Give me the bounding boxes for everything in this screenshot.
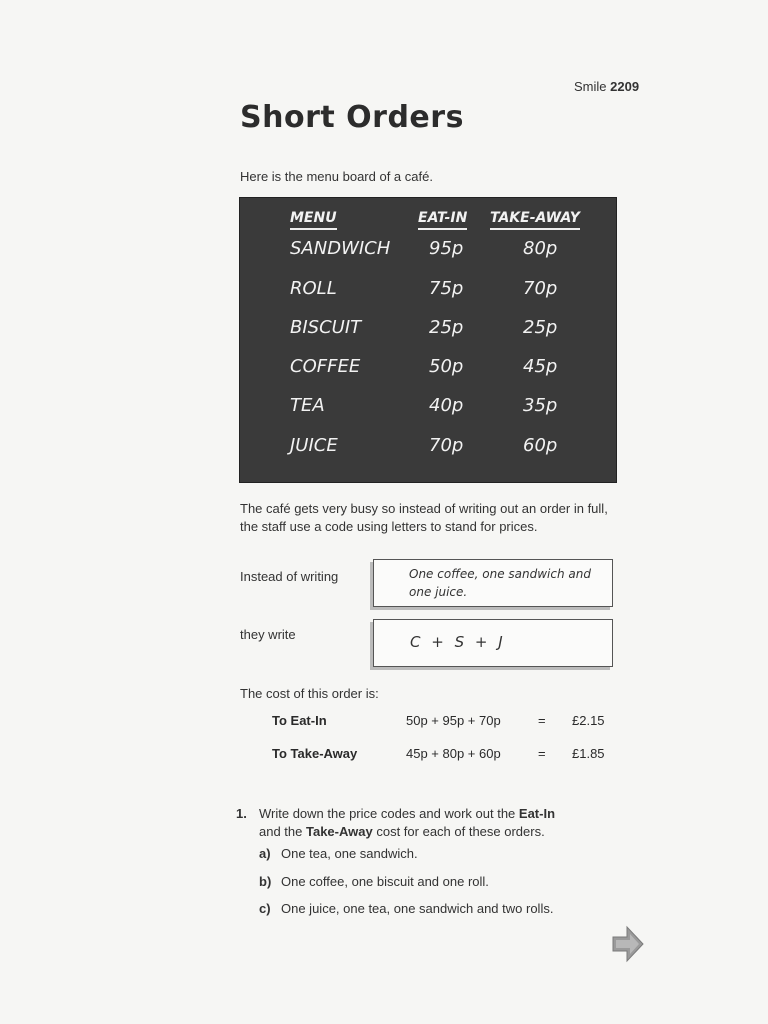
cost-row-equals: = bbox=[538, 746, 546, 761]
menu-row bbox=[240, 435, 616, 465]
question-text: Write down the price codes and work out the Eat-In and the Take-Away cost for each of these orders. bbox=[259, 806, 556, 839]
cost-row bbox=[272, 713, 632, 733]
menu-take-away-price: 70p bbox=[523, 278, 558, 299]
menu-row bbox=[240, 395, 616, 425]
page-title: Short Orders bbox=[240, 100, 464, 135]
menu-item-name: SANDWICH bbox=[290, 238, 391, 259]
intro-text: Here is the menu board of a café. bbox=[240, 169, 433, 184]
menu-take-away-price: 35p bbox=[523, 395, 558, 416]
question-part-text: One juice, one tea, one sandwich and two rolls. bbox=[281, 901, 554, 916]
menu-take-away-price: 60p bbox=[523, 435, 558, 456]
menu-eat-in-price: 25p bbox=[429, 317, 464, 338]
menu-eat-in-price: 40p bbox=[429, 395, 464, 416]
menu-item-name: COFFEE bbox=[290, 356, 361, 377]
menu-take-away-price: 45p bbox=[523, 356, 558, 377]
menu-row bbox=[240, 238, 616, 268]
menu-header-item: MENU bbox=[290, 210, 337, 226]
menu-row bbox=[240, 317, 616, 347]
question-part-text: One coffee, one biscuit and one roll. bbox=[281, 874, 489, 889]
menu-take-away-price: 25p bbox=[523, 317, 558, 338]
menu-header-eat-in: EAT-IN bbox=[418, 210, 467, 226]
menu-take-away-price: 80p bbox=[523, 238, 558, 259]
menu-item-name: JUICE bbox=[290, 435, 338, 456]
question-part-text: One tea, one sandwich. bbox=[281, 846, 418, 861]
menu-item-name: TEA bbox=[290, 395, 325, 416]
menu-item-name: BISCUIT bbox=[290, 317, 362, 338]
menu-header-take-away: TAKE-AWAY bbox=[490, 210, 580, 226]
instead-text: One coffee, one sandwich and one juice. bbox=[409, 567, 591, 599]
menu-eat-in-price: 70p bbox=[429, 435, 464, 456]
cost-row bbox=[272, 746, 632, 766]
question-part-key: c) bbox=[259, 901, 271, 916]
cost-row-total: £1.85 bbox=[572, 746, 605, 761]
question-part-key: b) bbox=[259, 874, 272, 889]
menu-row bbox=[240, 278, 616, 308]
instead-label: Instead of writing bbox=[240, 569, 339, 584]
question-part bbox=[259, 873, 489, 891]
question-part bbox=[259, 900, 553, 918]
cost-intro: The cost of this order is: bbox=[240, 686, 379, 701]
cost-row-equals: = bbox=[538, 713, 546, 728]
menu-row bbox=[240, 356, 616, 386]
question-part-key: a) bbox=[259, 846, 271, 861]
menu-eat-in-price: 50p bbox=[429, 356, 464, 377]
question-number: 1. bbox=[236, 806, 247, 821]
cost-row-label: To Take-Away bbox=[272, 746, 358, 761]
menu-eat-in-price: 95p bbox=[429, 238, 464, 259]
menu-board bbox=[239, 197, 617, 483]
menu-eat-in-price: 75p bbox=[429, 278, 464, 299]
code-text: C + S + J bbox=[410, 633, 506, 651]
question-part bbox=[259, 845, 418, 863]
menu-item-name: ROLL bbox=[290, 278, 337, 299]
cost-row-sum: 45p + 80p + 60p bbox=[406, 746, 501, 761]
cost-row-total: £2.15 bbox=[572, 713, 605, 728]
series-label: Smile 2209 bbox=[574, 79, 640, 94]
next-arrow-icon[interactable] bbox=[611, 925, 645, 963]
write-label: they write bbox=[240, 627, 296, 642]
code-box bbox=[373, 619, 613, 667]
cost-row-label: To Eat-In bbox=[272, 713, 327, 728]
explanation-text: The café gets very busy so instead of writing out an order in full, the staff use a code using letters to stand for prices. bbox=[240, 501, 608, 534]
cost-row-sum: 50p + 95p + 70p bbox=[406, 713, 501, 728]
instead-box bbox=[373, 559, 613, 607]
